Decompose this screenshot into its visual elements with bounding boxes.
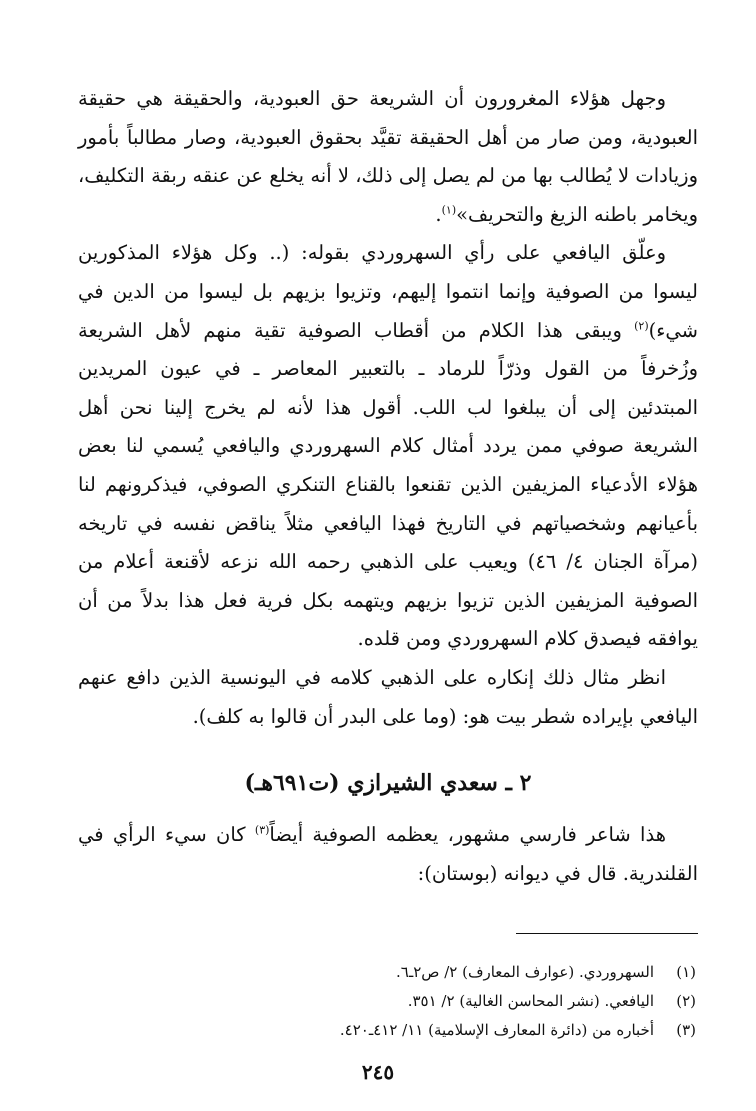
footnote-text: السهروردي. (عوارف المعارف) ٢/ ص٢ـ٦.: [395, 963, 654, 981]
footnote-ref-3: (٣): [254, 823, 270, 837]
footnote-ref-1: (١): [441, 203, 457, 217]
footnote-number: (٢): [676, 992, 696, 1010]
paragraph-4: [78, 816, 698, 893]
paragraph-2-continuation: ويبقى هذا الكلام من أقطاب الصوفية تقية منهم لأهل الشريعة وزُخرفاً من القول وذرّاً للرماد ـ بالتعبير المعاصر ـ في عيون المريدين المبتدئين إلى أن يبلغوا لب اللب. أقول هذا لأنه لم يخرج إلينا نحن أهل الشريعة صوفي ممن يردد أمثال كلام السهروردي واليافعي يُسمي لنا بعض هؤلاء الأدعياء المزيفين الذين تقنعوا بالقناع التنكري الصوفي، فيذكرونهم لنا بأعيانهم وشخصياتهم في التاريخ فهذا اليافعي مثلاً يناقض نفسه في تاريخه (مرآة الجنان ٤/ ٤٦) ويعيب على الذهبي رحمه الله نزعه لأقنعة أعلام من الصوفية المزيفين الذين تزيوا بزيهم ويتهمه بكل فرية فعل هذا بدلاً من أن يوافقه فيصدق كلام السهروردي ومن قلده.: [78, 318, 698, 651]
paragraph-4-continuation: كان سيء الرأي في القلندرية. قال في ديوانه (بوستان):: [78, 823, 698, 885]
footnote-number: (٣): [676, 1021, 696, 1039]
footnote-ref-2: (٢): [634, 319, 649, 333]
section-heading: ٢ ـ سعدي الشيرازي (ت٦٩١هـ): [244, 770, 532, 797]
paragraph-2-text: وعلّق اليافعي على رأي السهروردي بقوله: (.. وكل هؤلاء المذكورين ليسوا من الصوفية وإنما انتموا إليهم، وتزيوا بزيهم بل ليسوا من الدين في شيء): [78, 241, 698, 342]
paragraph-1-text: وجهل هؤلاء المغرورون أن الشريعة حق العبودية، والحقيقة هي حقيقة العبودية، ومن صار من أهل الحقيقة تقيَّد بحقوق العبودية، وصار مطالباً بأمور وزيادات لا يُطالب بها من لم يصل إلى ذلك، لا أنه يخلع عن عنقه ربقة التكليف، ويخامر باطنه الزيغ والتحريف»: [78, 87, 698, 226]
paragraph-4-text: هذا شاعر فارسي مشهور، يعظمه الصوفية أيضاً: [269, 823, 666, 847]
footnote-separator: [516, 933, 698, 934]
paragraph-3-text: انظر مثال ذلك إنكاره على الذهبي كلامه في اليونسية الذين دافع عنهم اليافعي بإيراده شطر بيت هو: (وما على البدر أن قالوا به كلف).: [78, 665, 698, 728]
paragraph-2: [78, 234, 698, 659]
footnote-2: [80, 987, 696, 1016]
page-number: ٢٤٥: [361, 1060, 395, 1084]
footnote-3: [80, 1016, 696, 1045]
footnote-1: [80, 958, 696, 987]
paragraph-3: [78, 659, 698, 736]
footnotes: [80, 958, 696, 1045]
paragraph-1: وجهل هؤلاء المغرورون أن الشريعة حق العبودية، والحقيقة هي حقيقة العبودية، ومن صار من أهل الحقيقة تقيَّد بحقوق العبودية، وصار مطالباً بأمور وزيادات لا يُطالب بها من لم يصل إلى ذلك، لا أنه يخلع عن عنقه ربقة التكليف، ويخامر باطنه الزيغ والتحريف»$^{(١)}$.: [78, 87, 698, 226]
footnote-text: اليافعي. (نشر المحاسن الغالية) ٢/ ٣٥١.: [407, 992, 654, 1010]
body-text: [78, 80, 698, 893]
footnote-text: أخباره من (دائرة المعارف الإسلامية) ١١/ ٤١٢ـ٤٢٠.: [339, 1021, 654, 1039]
footnote-number: (١): [676, 963, 696, 981]
